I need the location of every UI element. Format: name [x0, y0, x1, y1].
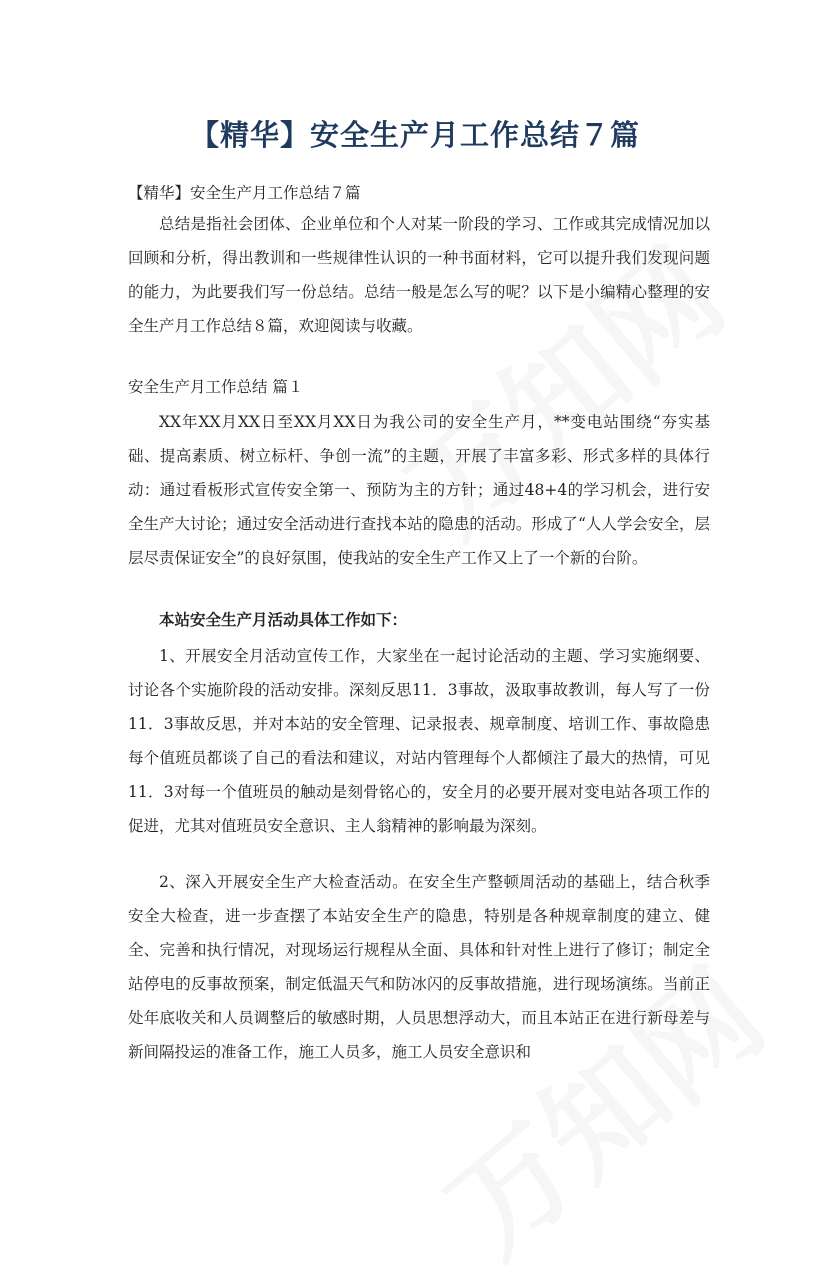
intro-paragraph: 总结是指社会团体、企业单位和个人对某一阶段的学习、工作或其完成情况加以回顾和分析，得出教训和一些规律性认识的一种书面材料，它可以提升我们发现问题的能力，为此要我们写一份总结。总结一般是怎么写的呢？以下是小编精心整理的安全生产月工作总结８篇，欢迎阅读与收藏。 — [128, 215, 710, 335]
bold-subheading: 本站安全生产月活动具体工作如下： — [159, 611, 408, 629]
list-item-1: 1、开展安全月活动宣传工作，大家坐在一起讨论活动的主题、学习实施纲要、讨论各个实施阶段的活动安排。深刻反思11．3事故，汲取事故教训，每人写了一份11．3事故反思，并对本站的安全管理、记录报表、规章制度、培训工作、事故隐患每个值班员都谈了自己的看法和建议，对站内管理每个人都倾注了最大的热情，可见11．3对每一个值班员的触动是刻骨铭心的，安全月的必要开展对变电站各项工作的促进，尤其对值班员安全意识、主人翁精神的影响最为深刻。 — [128, 647, 710, 835]
document-subtitle: 【精华】安全生产月工作总结７篇 — [128, 184, 361, 202]
section-paragraph: XX年XX月XX日至XX月XX日为我公司的安全生产月，**变电站围绕“夯实基础、提高素质、树立标杆、争创一流”的主题，开展了丰富多彩、形式多样的具体行动：通过看板形式宣传安全第一、预防为主的方针；通过48+4的学习机会，进行安全生产大讨论；通过安全活动进行查找本站的隐患的活动。形成了“人人学会安全，层层尽责保证安全”的良好氛围，使我站的安全生产工作又上了一个新的台阶。 — [128, 413, 710, 567]
document-title: 【精华】安全生产月工作总结７篇 — [189, 118, 640, 152]
section-heading: 安全生产月工作总结 篇１ — [128, 378, 304, 396]
list-item-2: 2、深入开展安全生产大检查活动。在安全生产整顿周活动的基础上，结合秋季安全大检查，进一步查摆了本站安全生产的隐患，特别是各种规章制度的建立、健全、完善和执行情况，对现场运行规程从全面、具体和针对性上进行了修订；制定全站停电的反事故预案，制定低温天气和防冰闪的反事故措施，进行现场演练。当前正处年底收关和人员调整后的敏感时期，人员思想浮动大，而且本站正在进行新母差与新间隔投运的准备工作，施工人员多，施工人员安全意识和 — [128, 873, 710, 1061]
